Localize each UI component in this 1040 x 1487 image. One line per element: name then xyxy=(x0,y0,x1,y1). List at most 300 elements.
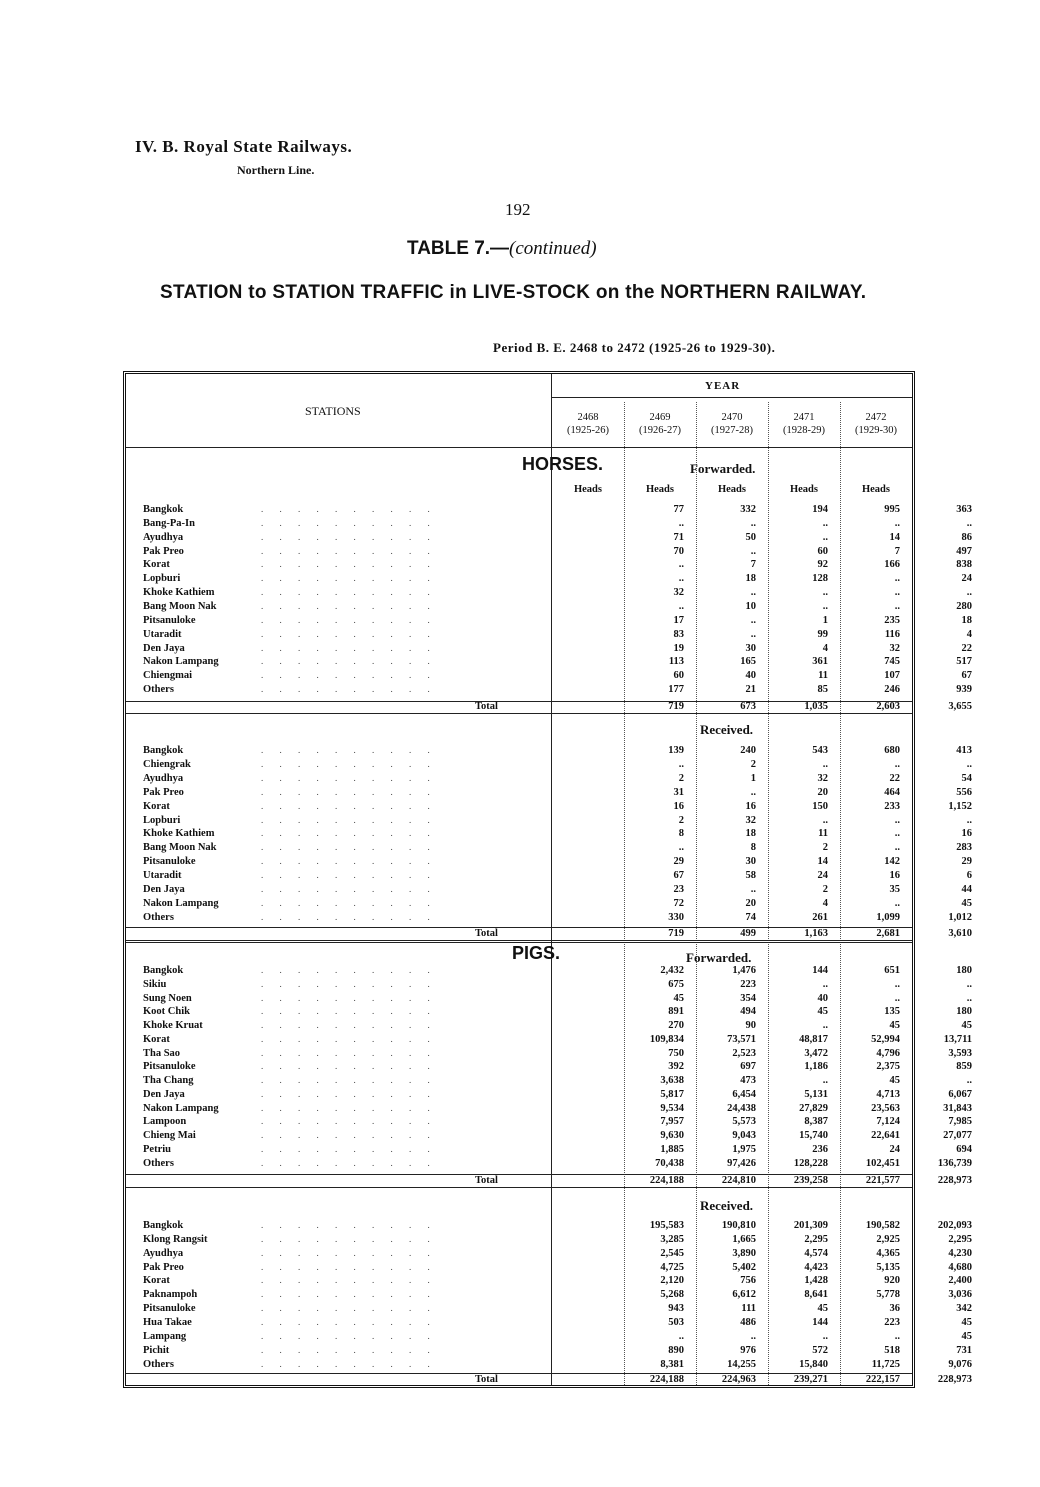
horses-received-label: Received. xyxy=(700,722,754,737)
cell-value: 4,230 xyxy=(948,1247,972,1259)
cell-value: 2,295 xyxy=(804,1233,828,1245)
leader-dots: . . . . . . . . . . xyxy=(261,1143,437,1154)
cell-value: 8 xyxy=(750,842,756,854)
station-name: Den Jaya xyxy=(143,1088,185,1100)
cell-value: 73,571 xyxy=(727,1033,756,1045)
table-row xyxy=(143,559,972,573)
cell-value: 45 xyxy=(961,1020,972,1031)
cell-value: 14 xyxy=(817,856,828,868)
cell-value: 31,843 xyxy=(943,1102,972,1114)
cell-value: 54 xyxy=(961,772,972,784)
cell-value: 144 xyxy=(812,1316,828,1328)
cell-value: 85 xyxy=(817,684,828,696)
cell-value: 4,423 xyxy=(804,1261,828,1273)
cell-value: 246 xyxy=(884,684,900,696)
cell-value: 223 xyxy=(740,978,756,990)
cell-value: 5,268 xyxy=(660,1289,684,1301)
cell-value: 180 xyxy=(956,1006,972,1018)
station-name: Bang-Pa-In xyxy=(143,517,195,529)
station-name: Korat xyxy=(143,1275,170,1287)
leader-dots: . . . . . . . . . . xyxy=(261,814,437,825)
cell-value: 240 xyxy=(740,745,756,756)
total-value: 719 xyxy=(668,701,684,712)
cell-value: 1 xyxy=(822,614,828,626)
year-be: 2472 xyxy=(865,412,887,423)
cell-value: .. xyxy=(678,758,684,770)
cell-value: 8,381 xyxy=(660,1358,684,1370)
table-row xyxy=(143,1075,972,1089)
station-name: Hua Takae xyxy=(143,1316,192,1328)
cell-value: 14,255 xyxy=(727,1358,756,1370)
cell-value: 70,438 xyxy=(655,1157,684,1169)
cell-value: 7,957 xyxy=(660,1116,684,1128)
table-row xyxy=(143,1220,972,1234)
cell-value: 943 xyxy=(668,1303,684,1315)
cell-value: 24 xyxy=(889,1143,900,1155)
leader-dots: . . . . . . . . . . xyxy=(261,758,437,769)
table-row xyxy=(143,1130,972,1144)
cell-value: 22 xyxy=(961,642,972,654)
station-name: Pichit xyxy=(143,1344,170,1356)
cell-value: 24 xyxy=(817,870,828,882)
cell-value: 29 xyxy=(673,856,684,868)
cell-value: 165 xyxy=(740,656,756,668)
station-name: Tha Chang xyxy=(143,1075,194,1086)
station-name: Nakon Lampang xyxy=(143,897,219,909)
cell-value: 116 xyxy=(884,628,900,640)
leader-dots: . . . . . . . . . . xyxy=(261,911,437,922)
cell-value: 113 xyxy=(668,656,684,668)
station-name: Den Jaya xyxy=(143,642,185,654)
cell-value: 2,545 xyxy=(660,1247,684,1259)
cell-value: 23 xyxy=(673,884,684,895)
cell-value: 3,890 xyxy=(732,1247,756,1259)
total-value: 673 xyxy=(740,701,756,712)
table-row xyxy=(143,684,972,698)
station-name: Pitsanuloke xyxy=(143,856,196,868)
cell-value: 18 xyxy=(745,573,756,585)
cell-value: 9,534 xyxy=(660,1102,684,1114)
cell-value: 5,135 xyxy=(876,1261,900,1273)
cell-value: 4,680 xyxy=(948,1261,972,1273)
leader-dots: . . . . . . . . . . xyxy=(261,745,437,755)
total-value: 239,271 xyxy=(793,1374,828,1385)
leader-dots: . . . . . . . . . . xyxy=(261,531,437,542)
leader-dots: . . . . . . . . . . xyxy=(261,1075,437,1085)
total-value: 221,577 xyxy=(865,1175,900,1186)
pigs-forwarded-label: Forwarded. xyxy=(686,950,752,965)
cell-value: 7 xyxy=(750,559,756,571)
cell-value: 11,725 xyxy=(871,1358,900,1370)
cell-value: 6,454 xyxy=(732,1088,756,1100)
cell-value: 48,817 xyxy=(799,1033,828,1045)
leader-dots: . . . . . . . . . . xyxy=(261,856,437,867)
leader-dots: . . . . . . . . . . xyxy=(261,1157,437,1168)
station-name: Lampoon xyxy=(143,1116,187,1128)
cell-value: 83 xyxy=(673,628,684,640)
station-name: Bang Moon Nak xyxy=(143,842,217,854)
station-name: Lopburi xyxy=(143,814,181,826)
leader-dots: . . . . . . . . . . xyxy=(261,800,437,811)
pigs-section-label: PIGS. xyxy=(512,943,561,963)
cell-value: 675 xyxy=(668,978,684,990)
cell-value: 572 xyxy=(812,1344,828,1356)
cell-value: 473 xyxy=(740,1075,756,1086)
cell-value: 71 xyxy=(673,531,684,543)
station-name: Pak Preo xyxy=(143,1261,184,1273)
cell-value: 2 xyxy=(822,842,828,854)
total-value: 224,810 xyxy=(721,1175,756,1186)
cell-value: 6,067 xyxy=(948,1088,972,1100)
cell-value: 392 xyxy=(668,1061,684,1073)
table-row xyxy=(143,1088,972,1103)
cell-value: 750 xyxy=(668,1047,684,1059)
station-name: Pak Preo xyxy=(143,786,184,798)
horses-section-label: HORSES. xyxy=(522,454,604,474)
cell-value: 18 xyxy=(745,828,756,840)
year-col-3 xyxy=(697,411,767,437)
cell-value: 995 xyxy=(884,504,900,515)
table-row xyxy=(143,1020,972,1034)
cell-value: 45 xyxy=(961,897,972,909)
cell-value: 166 xyxy=(884,559,900,571)
cell-value: .. xyxy=(822,1330,828,1342)
cell-value: .. xyxy=(750,628,756,640)
cell-value: .. xyxy=(966,517,972,529)
series-heading: IV. B. Royal State Railways. xyxy=(135,137,353,156)
cell-value: .. xyxy=(678,573,684,585)
cell-value: 1,428 xyxy=(804,1275,828,1287)
cell-value: 2,375 xyxy=(876,1061,900,1073)
cell-value: 2,523 xyxy=(732,1047,756,1059)
station-name: Bangkok xyxy=(143,1220,184,1231)
cell-value: 2,432 xyxy=(660,965,684,976)
leader-dots: . . . . . . . . . . xyxy=(261,1006,437,1017)
cell-value: 99 xyxy=(817,628,828,640)
leader-dots: . . . . . . . . . . xyxy=(261,1020,437,1030)
table-row xyxy=(143,1233,972,1248)
station-name: Korat xyxy=(143,800,170,812)
station-name: Nakon Lampang xyxy=(143,1102,219,1114)
cell-value: 23,563 xyxy=(871,1102,900,1114)
cell-value: .. xyxy=(894,978,900,990)
leader-dots: . . . . . . . . . . xyxy=(261,1247,437,1258)
station-name: Lampang xyxy=(143,1330,187,1342)
cell-value: 30 xyxy=(745,642,756,654)
cell-value: 8 xyxy=(678,828,684,840)
table-row xyxy=(143,1289,972,1303)
cell-value: 2 xyxy=(750,758,756,770)
cell-value: 11 xyxy=(818,828,828,840)
cell-value: 891 xyxy=(668,1006,684,1018)
cell-value: 330 xyxy=(668,911,684,923)
leader-dots: . . . . . . . . . . xyxy=(261,628,437,639)
cell-value: 45 xyxy=(961,1330,972,1342)
cell-value: 332 xyxy=(740,504,756,515)
table-row xyxy=(143,1330,972,1345)
cell-value: 31 xyxy=(673,786,684,798)
cell-value: 2 xyxy=(678,772,684,784)
cell-value: 4,796 xyxy=(876,1047,900,1059)
cell-value: 3,593 xyxy=(948,1047,972,1059)
year-ad: (1926-27) xyxy=(639,425,681,436)
table-row xyxy=(143,1275,972,1289)
cell-value: 7,985 xyxy=(948,1116,972,1128)
table-row xyxy=(143,856,972,870)
cell-value: 5,817 xyxy=(660,1088,684,1100)
table-row xyxy=(143,1344,972,1359)
station-name: Koot Chik xyxy=(143,1006,190,1018)
cell-value: 142 xyxy=(884,856,900,868)
cell-value: 543 xyxy=(812,745,828,756)
table-row xyxy=(143,670,972,684)
header-bottom-rule xyxy=(126,447,912,448)
leader-dots: . . . . . . . . . . xyxy=(261,1088,437,1099)
cell-value: .. xyxy=(750,614,756,626)
total-value: 1,163 xyxy=(804,928,828,939)
station-name: Korat xyxy=(143,559,170,571)
cell-value: 22,641 xyxy=(871,1130,900,1141)
station-name: Khoke Kathiem xyxy=(143,587,215,599)
cell-value: 58 xyxy=(745,870,756,882)
total-label: Total xyxy=(475,701,498,712)
cell-value: 40 xyxy=(817,992,828,1004)
station-name: Lopburi xyxy=(143,573,181,585)
cell-value: .. xyxy=(894,1330,900,1342)
cell-value: 270 xyxy=(668,1020,684,1031)
cell-value: .. xyxy=(894,897,900,909)
total-label: Total xyxy=(475,1374,498,1385)
cell-value: 756 xyxy=(740,1275,756,1287)
leader-dots: . . . . . . . . . . xyxy=(261,842,437,853)
total-value: 1,035 xyxy=(804,701,828,712)
cell-value: .. xyxy=(966,587,972,599)
cell-value: 16 xyxy=(745,800,756,812)
cell-value: 45 xyxy=(961,1316,972,1328)
cell-value: .. xyxy=(894,992,900,1004)
cell-value: .. xyxy=(822,587,828,599)
leader-dots: . . . . . . . . . . xyxy=(261,1275,437,1286)
cell-value: 21 xyxy=(745,684,756,696)
table-row xyxy=(143,772,972,787)
cell-value: 413 xyxy=(956,745,972,756)
leader-dots: . . . . . . . . . . xyxy=(261,1047,437,1058)
page-number: 192 xyxy=(505,200,531,219)
stations-column-header: STATIONS xyxy=(305,404,361,418)
leader-dots: . . . . . . . . . . xyxy=(261,965,437,975)
cell-value: 354 xyxy=(740,992,756,1004)
cell-value: 6,612 xyxy=(732,1289,756,1301)
cell-value: 1,975 xyxy=(732,1143,756,1155)
leader-dots: . . . . . . . . . . xyxy=(261,1261,437,1272)
cell-value: 280 xyxy=(956,600,972,612)
cell-value: .. xyxy=(966,1075,972,1086)
cell-value: 3,472 xyxy=(804,1047,828,1059)
cell-value: 1 xyxy=(750,772,756,784)
leader-dots: . . . . . . . . . . xyxy=(261,656,437,667)
cell-value: 15,840 xyxy=(799,1358,828,1370)
cell-value: .. xyxy=(894,814,900,826)
cell-value: 17 xyxy=(673,614,684,626)
cell-value: 5,573 xyxy=(732,1116,756,1128)
cell-value: 1,665 xyxy=(732,1233,756,1245)
cell-value: 202,093 xyxy=(937,1220,972,1231)
cell-value: 890 xyxy=(668,1344,684,1356)
table-row xyxy=(143,545,972,560)
cell-value: .. xyxy=(750,545,756,557)
cell-value: 939 xyxy=(956,684,972,696)
station-name: Others xyxy=(143,684,174,696)
total-value: 224,188 xyxy=(649,1374,684,1385)
total-value: 224,188 xyxy=(649,1175,684,1186)
cell-value: .. xyxy=(822,600,828,612)
station-name: Pitsanuloke xyxy=(143,614,196,626)
station-name: Khoke Kathiem xyxy=(143,828,215,840)
cell-value: 180 xyxy=(956,965,972,976)
unit-heads: Heads xyxy=(717,484,746,495)
cell-value: .. xyxy=(894,517,900,529)
cell-value: 838 xyxy=(956,559,972,571)
cell-value: 9,076 xyxy=(948,1358,972,1370)
leader-dots: . . . . . . . . . . xyxy=(261,992,437,1003)
cell-value: .. xyxy=(822,1075,828,1086)
station-name: Nakon Lampang xyxy=(143,656,219,668)
year-ad: (1925-26) xyxy=(567,425,609,436)
leader-dots: . . . . . . . . . . xyxy=(261,600,437,611)
cell-value: 29 xyxy=(961,856,972,868)
cell-value: 109,834 xyxy=(649,1033,684,1045)
cell-value: .. xyxy=(822,758,828,770)
cell-value: 2 xyxy=(678,814,684,826)
station-name: Bangkok xyxy=(143,745,184,756)
cell-value: 97,426 xyxy=(727,1157,756,1169)
cell-value: 14 xyxy=(889,531,900,543)
cell-value: 20 xyxy=(745,897,756,909)
cell-value: 2,400 xyxy=(948,1275,972,1287)
cell-value: 5,778 xyxy=(876,1289,900,1301)
total-row xyxy=(143,1374,972,1388)
cell-value: 651 xyxy=(884,965,900,976)
station-name: Others xyxy=(143,1157,174,1169)
cell-value: 556 xyxy=(956,786,972,798)
cell-value: 20 xyxy=(817,786,828,798)
leader-dots: . . . . . . . . . . xyxy=(261,1303,437,1314)
leader-dots: . . . . . . . . . . xyxy=(261,545,437,556)
cell-value: 32 xyxy=(745,814,756,826)
year-be: 2469 xyxy=(649,412,671,423)
cell-value: 8,387 xyxy=(804,1116,828,1128)
station-name: Sung Noen xyxy=(143,992,192,1004)
leader-dots: . . . . . . . . . . xyxy=(261,1102,437,1113)
table-row xyxy=(143,587,972,601)
table-number: TABLE 7.— xyxy=(407,238,510,259)
cell-value: 11 xyxy=(818,670,828,682)
table-row xyxy=(143,642,972,657)
cell-value: 680 xyxy=(884,745,900,756)
leader-dots: . . . . . . . . . . xyxy=(261,670,437,681)
horses-forwarded-label: Forwarded. xyxy=(690,461,756,476)
leader-dots: . . . . . . . . . . xyxy=(261,1061,437,1072)
cell-value: 27,077 xyxy=(943,1130,972,1141)
cell-value: 5,402 xyxy=(732,1261,756,1273)
station-name: Bangkok xyxy=(143,504,184,515)
unit-heads: Heads xyxy=(645,484,674,495)
cell-value: 92 xyxy=(817,559,828,571)
cell-value: 60 xyxy=(673,670,684,682)
cell-value: 190,810 xyxy=(721,1220,756,1231)
cell-value: 1,885 xyxy=(660,1143,684,1155)
station-name: Den Jaya xyxy=(143,884,185,895)
cell-value: 261 xyxy=(812,911,828,923)
cell-value: .. xyxy=(894,600,900,612)
year-ad: (1928-29) xyxy=(783,425,825,436)
total-value: 224,963 xyxy=(721,1374,756,1385)
cell-value: 45 xyxy=(817,1006,828,1018)
cell-value: .. xyxy=(894,842,900,854)
table-row xyxy=(143,992,972,1007)
table-continued: (continued) xyxy=(509,238,597,259)
cell-value: .. xyxy=(966,814,972,826)
cell-value: .. xyxy=(966,758,972,770)
station-name: Bang Moon Nak xyxy=(143,600,217,612)
station-name: Sikiu xyxy=(143,978,167,990)
cell-value: 223 xyxy=(884,1316,900,1328)
year-header-rule xyxy=(551,397,912,398)
cell-value: 920 xyxy=(884,1275,900,1287)
total-value: 228,973 xyxy=(937,1175,972,1186)
leader-dots: . . . . . . . . . . xyxy=(261,517,437,528)
cell-value: .. xyxy=(822,814,828,826)
year-col-5 xyxy=(841,411,911,437)
table-row xyxy=(143,758,972,773)
cell-value: .. xyxy=(822,531,828,543)
station-name: Utaradit xyxy=(143,870,182,882)
cell-value: 6 xyxy=(966,870,972,882)
cell-value: 16 xyxy=(673,800,684,812)
leader-dots: . . . . . . . . . . xyxy=(261,1358,437,1369)
cell-value: 22 xyxy=(889,772,900,784)
cell-value: 177 xyxy=(668,684,684,696)
cell-value: 697 xyxy=(740,1061,756,1073)
cell-value: 283 xyxy=(956,842,972,854)
cell-value: 144 xyxy=(812,965,828,976)
unit-heads: Heads xyxy=(573,484,602,495)
station-name: Ayudhya xyxy=(143,772,184,784)
cell-value: 36 xyxy=(889,1303,900,1315)
year-col-1 xyxy=(553,411,623,437)
cell-value: 135 xyxy=(884,1006,900,1018)
line-subheading: Northern Line. xyxy=(237,163,315,177)
leader-dots: . . . . . . . . . . xyxy=(261,897,437,908)
cell-value: 86 xyxy=(961,531,972,543)
leader-dots: . . . . . . . . . . xyxy=(261,1289,437,1300)
cell-value: .. xyxy=(750,587,756,599)
cell-value: 4 xyxy=(822,642,828,654)
cell-value: 859 xyxy=(956,1061,972,1073)
cell-value: 363 xyxy=(956,504,972,515)
cell-value: 67 xyxy=(961,670,972,682)
total-label: Total xyxy=(475,1175,498,1186)
cell-value: 3,285 xyxy=(660,1233,684,1245)
table-row xyxy=(143,842,972,856)
leader-dots: . . . . . . . . . . xyxy=(261,870,437,881)
leader-dots: . . . . . . . . . . xyxy=(261,587,437,598)
table-row xyxy=(143,897,972,912)
cell-value: .. xyxy=(822,517,828,529)
station-name: Khoke Kruat xyxy=(143,1020,203,1031)
station-name: Pak Preo xyxy=(143,545,184,557)
total-row xyxy=(143,928,972,942)
